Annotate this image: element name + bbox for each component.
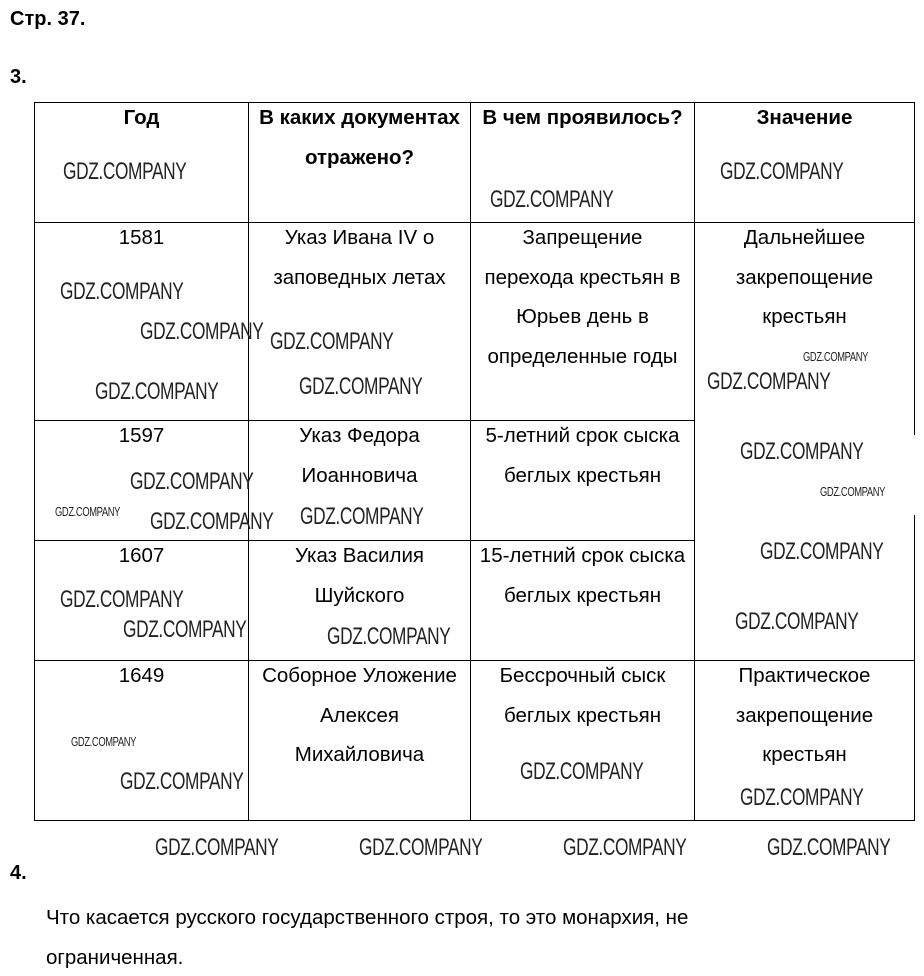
page-heading: Стр. 37. (10, 8, 86, 30)
watermark: GDZ.COMPANY (71, 734, 137, 749)
cell-significance: Дальнейшее закрепощение крестьян (695, 223, 915, 661)
watermark: GDZ.COMPANY (563, 834, 687, 861)
cell-year: 1597 (35, 421, 249, 541)
cell-document: Соборное Уложение Алексея Михайловича (249, 661, 471, 821)
cell-document: Указ Федора Иоанновича (249, 421, 471, 541)
watermark: GDZ.COMPANY (520, 758, 644, 785)
cell-manifestation: 15-летний срок сыска беглых крестьян (471, 541, 695, 661)
watermark: GDZ.COMPANY (359, 834, 483, 861)
watermark: GDZ.COMPANY (760, 538, 884, 565)
cell-year: 1649 (35, 661, 249, 821)
watermark: GDZ.COMPANY (95, 378, 219, 405)
watermark: GDZ.COMPANY (803, 349, 869, 364)
watermark: GDZ.COMPANY (140, 318, 264, 345)
watermark: GDZ.COMPANY (60, 278, 184, 305)
watermark: GDZ.COMPANY (130, 468, 254, 495)
watermark: GDZ.COMPANY (740, 438, 864, 465)
watermark: GDZ.COMPANY (767, 834, 891, 861)
task-4-number: 4. (10, 862, 27, 884)
watermark: GDZ.COMPANY (707, 368, 831, 395)
cell-document: Указ Ивана IV о заповедных летах (249, 223, 471, 421)
header-manifestation: В чем проявилось? (471, 103, 695, 223)
watermark: GDZ.COMPANY (820, 484, 886, 499)
watermark: GDZ.COMPANY (155, 834, 279, 861)
cell-year: 1607 (35, 541, 249, 661)
header-significance: Значение (695, 103, 915, 223)
header-year: Год (35, 103, 249, 223)
cell-manifestation: Бессрочный сыск беглых крестьян (471, 661, 695, 821)
watermark: GDZ.COMPANY (63, 158, 187, 185)
watermark: GDZ.COMPANY (60, 586, 184, 613)
watermark: GDZ.COMPANY (270, 328, 394, 355)
watermark: GDZ.COMPANY (120, 768, 244, 795)
border-gap (910, 435, 920, 515)
cell-manifestation: Запрещение перехода крестьян в Юрьев день в определенные годы (471, 223, 695, 421)
watermark: GDZ.COMPANY (300, 503, 424, 530)
task-3-number: 3. (10, 66, 27, 88)
header-documents: В каких документах отражено? (249, 103, 471, 223)
watermark: GDZ.COMPANY (123, 616, 247, 643)
cell-year: 1581 (35, 223, 249, 421)
cell-manifestation: 5-летний срок сыска беглых крестьян (471, 421, 695, 541)
watermark: GDZ.COMPANY (150, 508, 274, 535)
watermark: GDZ.COMPANY (740, 784, 864, 811)
watermark: GDZ.COMPANY (720, 158, 844, 185)
watermark: GDZ.COMPANY (490, 186, 614, 213)
cell-document: Указ Василия Шуйского (249, 541, 471, 661)
task-4-answer: Что касается русского государственного строя, то это монархия, не ограниченная. (46, 906, 689, 969)
cell-significance: Практическое закрепощение крестьян (695, 661, 915, 821)
watermark: GDZ.COMPANY (55, 504, 121, 519)
watermark: GDZ.COMPANY (327, 623, 451, 650)
watermark: GDZ.COMPANY (735, 608, 859, 635)
watermark: GDZ.COMPANY (299, 373, 423, 400)
